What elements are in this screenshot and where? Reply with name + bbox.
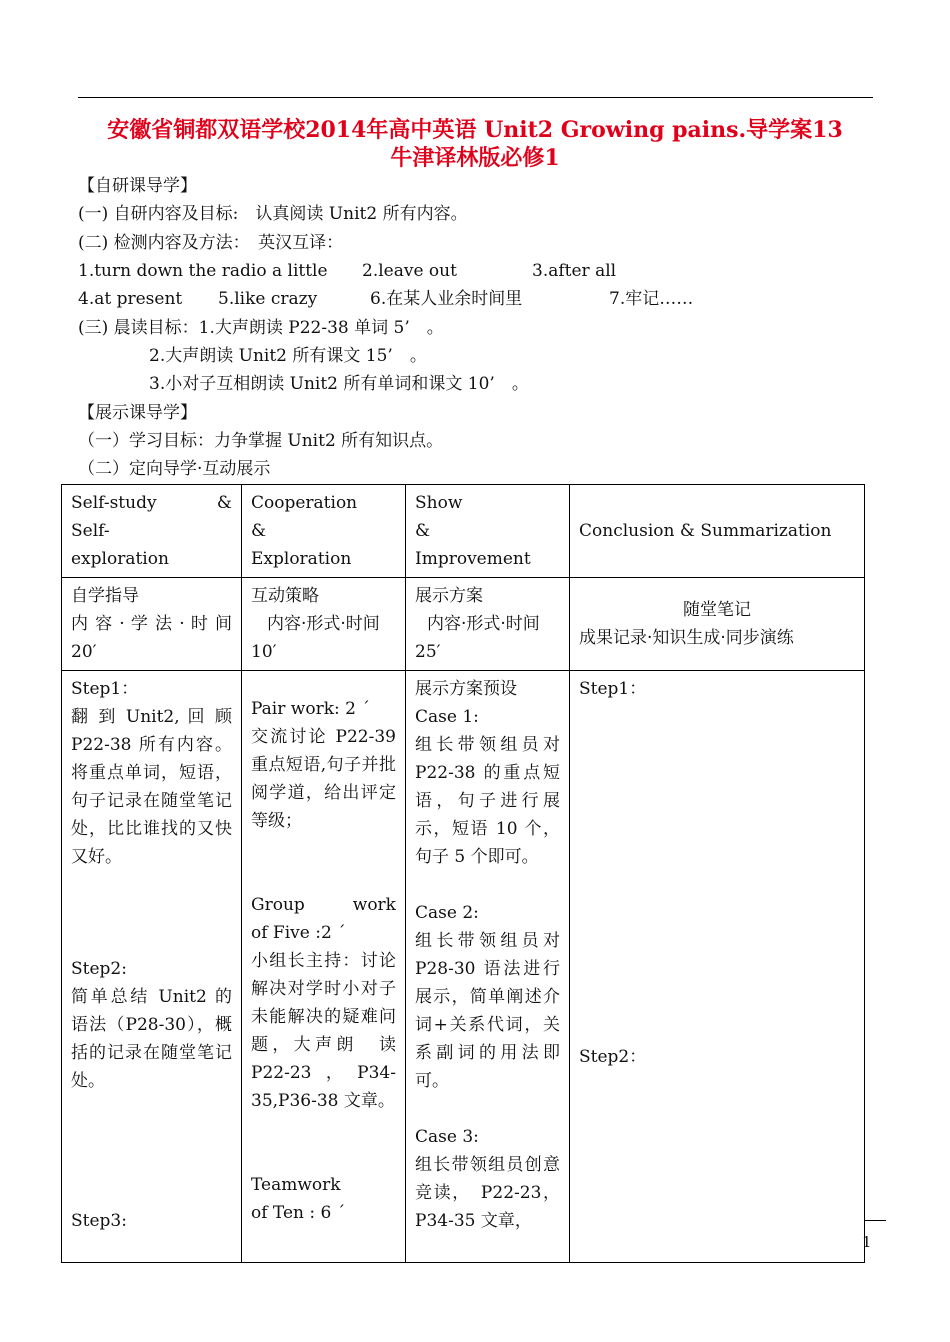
section-heading-self-study: 【自研课导学】 [78, 176, 197, 196]
section-heading-show: 【展示课导学】 [78, 403, 197, 423]
header-show [406, 485, 570, 578]
phrase-7: 7.牢记…… [609, 289, 694, 309]
subheader-self-study [62, 578, 242, 671]
self-study-item-1: (一) 自研内容及目标: 认真阅读 Unit2 所有内容。 [78, 204, 468, 224]
header-cooperation-line2: Exploration [251, 549, 352, 569]
guide-table [61, 484, 865, 1263]
page-number: 1 [862, 1233, 872, 1251]
subheader-show [406, 578, 570, 671]
case2-label: Case 2: [415, 903, 479, 923]
pair-work-label: Pair work: 2 ´ [251, 699, 370, 719]
table-body-row [62, 671, 865, 1263]
self-study-item-3: (三) 晨读目标：1.大声朗读 P22-38 单词 5’ 。 [78, 318, 444, 338]
show-item-1: （一）学习目标：力争掌握 Unit2 所有知识点。 [78, 431, 444, 451]
case1-text: 组长带领组员对 P22-38 的重点短语，句子进行展示，短语 10 个，句子 5 个即可。 [415, 735, 560, 867]
header-cooperation-line1: Cooperation & [251, 493, 409, 541]
header-show-line2: Improvement [415, 549, 531, 569]
self-study-item-3-sub1: 2.大声朗读 Unit2 所有课文 15’ 。 [149, 346, 427, 366]
header-show-line1: Show & [415, 493, 548, 541]
group-work-label: Group work of Five :2 ´ [251, 895, 413, 943]
table-subheader-row [62, 578, 865, 671]
body-conclusion [570, 671, 865, 1263]
table-header-row [62, 485, 865, 578]
document-title-line2: 牛津译林版必修1 [390, 145, 560, 171]
show-item-2: （二）定向导学·互动展示 [78, 459, 271, 479]
teamwork-label: Teamwork of Ten : 6 ´ [251, 1175, 392, 1223]
phrase-3: 3.after all [532, 261, 617, 281]
notes-step2-label: Step2： [579, 1047, 647, 1067]
subheader-conclusion-line1: 随堂笔记 [683, 600, 751, 620]
subheader-self-study-line3: 20′ [71, 642, 97, 662]
subheader-cooperation-line3: 10′ [251, 642, 277, 662]
self-study-step3-label: Step3: [71, 1211, 127, 1231]
phrase-5: 5.like crazy [218, 289, 318, 309]
self-study-step2-label: Step2: [71, 959, 127, 979]
self-study-step1-label: Step1： [71, 679, 139, 699]
header-self-study-line1: Self-study & Self- [71, 493, 249, 541]
table-rule-extension [864, 1220, 886, 1221]
pair-work-text: 交流讨论 P22-39 重点短语,句子并批阅学道，给出评定等级； [251, 727, 396, 831]
subheader-self-study-line2: 内 容 · 学 法 · 时 间 [71, 614, 232, 634]
header-conclusion: Conclusion & Summarization [570, 485, 865, 578]
subheader-show-line1: 展示方案 [415, 586, 483, 606]
header-self-study [62, 485, 249, 578]
document-title-line1: 安徽省铜都双语学校2014年高中英语 Unit2 Growing pains.导学案13 [107, 117, 843, 143]
subheader-self-study-line1: 自学指导 [71, 586, 139, 606]
subheader-conclusion [570, 578, 865, 671]
header-rule [78, 97, 873, 98]
self-study-step1-text: 翻 到 Unit2, 回 顾 P22-38 所有内容。将重点单词，短语，句子记录在随堂笔记处，比比谁找的又快又好。 [71, 707, 232, 867]
phrase-2: 2.leave out [362, 261, 457, 281]
header-cooperation [242, 485, 409, 578]
notes-step1-label: Step1： [579, 679, 647, 699]
phrase-6: 6.在某人业余时间里 [370, 289, 523, 309]
case1-label: Case 1: [415, 707, 479, 727]
group-work-text: 小组长主持：讨论解决对学时小对子未能解决的疑难问题，大声朗 读 P22-23，P34-35,P36-38 文章。 [251, 951, 413, 1111]
self-study-item-3-sub2: 3.小对子互相朗读 Unit2 所有单词和课文 10’ 。 [149, 374, 529, 394]
subheader-cooperation-line2: 内容·形式·时间 [267, 614, 380, 634]
subheader-show-line3: 25′ [415, 642, 441, 662]
subheader-show-line2: 内容·形式·时间 [427, 614, 540, 634]
body-self-study [62, 671, 242, 1263]
body-show [406, 671, 570, 1263]
subheader-cooperation-line1: 互动策略 [251, 586, 319, 606]
case3-label: Case 3: [415, 1127, 479, 1147]
case3-text: 组长带领组员创意竞读， P22-23，P34-35 文章， [415, 1155, 560, 1231]
self-study-step2-text: 简单总结 Unit2 的语法（P28-30），概括的记录在随堂笔记处。 [71, 987, 232, 1091]
self-study-item-2: (二) 检测内容及方法： 英汉互译： [78, 233, 344, 253]
phrase-1: 1.turn down the radio a little [78, 261, 328, 281]
case2-text: 组长带领组员对 P28-30 语法进行展示，简单阐述介词+关系代词，关系副词的用法即可。 [415, 931, 560, 1091]
body-cooperation [242, 671, 413, 1263]
show-preset-title: 展示方案预设 [415, 679, 517, 699]
subheader-conclusion-line2: 成果记录·知识生成·同步演练 [579, 628, 794, 648]
phrase-4: 4.at present [78, 289, 183, 309]
subheader-cooperation [242, 578, 406, 671]
header-self-study-line2: exploration [71, 549, 169, 569]
